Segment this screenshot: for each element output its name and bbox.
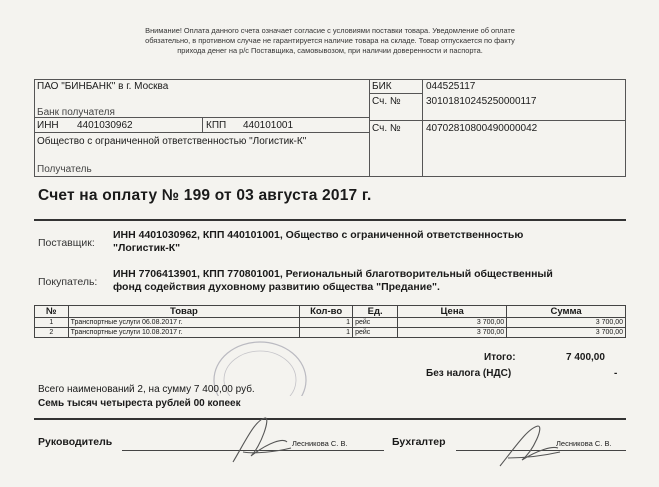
notice-line-2: обязательно, в противном случае не гарантируется наличие товара на складе. Товар отпускается по факту	[145, 36, 515, 45]
row-number: 2	[35, 328, 69, 338]
vat-label: Без налога (НДС)	[426, 368, 512, 379]
row-unit: рейс	[353, 328, 398, 338]
row-number: 1	[35, 318, 69, 328]
col-sum: Сумма	[507, 306, 626, 318]
col-item: Товар	[68, 306, 300, 318]
supplier-details	[113, 229, 523, 255]
kpp-label: КПП	[206, 120, 227, 131]
corr-account-label: Сч. №	[372, 96, 401, 107]
bik-label: БИК	[372, 81, 392, 92]
account-label: Сч. №	[372, 123, 401, 134]
buyer-details	[113, 268, 553, 294]
total-label: Итого:	[484, 352, 516, 363]
row-sum: 3 700,00	[507, 318, 626, 328]
supplier-line-1: ИНН 4401030962, КПП 440101001, Общество с ограниченной ответственностью	[113, 229, 524, 241]
vat-value: -	[614, 368, 618, 379]
head-label: Руководитель	[38, 436, 113, 448]
supplier-label: Поставщик:	[38, 237, 95, 249]
summary-line-1: Всего наименований 2, на сумму 7 400,00 руб.	[38, 384, 255, 395]
inn-value: 4401030962	[77, 120, 133, 131]
recipient-bank-label: Банк получателя	[37, 107, 115, 118]
row-unit: рейс	[353, 318, 398, 328]
table-row	[35, 318, 626, 328]
bank-details-table	[34, 79, 626, 177]
invoice-title: Счет на оплату № 199 от 03 августа 2017 г.	[38, 187, 372, 204]
corr-account-value: 30101810245250000117	[426, 96, 537, 107]
items-table	[34, 305, 626, 338]
title-rule	[34, 219, 626, 221]
inn-label: ИНН	[37, 120, 59, 131]
table-row	[35, 328, 626, 338]
kpp-value: 440101001	[243, 120, 294, 131]
row-sum: 3 700,00	[507, 328, 626, 338]
bank-name: ПАО "БИНБАНК" в г. Москва	[37, 81, 169, 92]
head-name: Лесникова С. В.	[292, 439, 348, 448]
bik-value: 044525117	[426, 81, 476, 92]
total-value: 7 400,00	[566, 352, 605, 363]
notice-line-1: Внимание! Оплата данного счета означает согласие с условиями поставки товара. Уведомление об оплате	[145, 26, 515, 35]
supplier-line-2: "Логистик-К"	[113, 242, 181, 254]
accountant-signature	[494, 418, 564, 472]
col-qty: Кол-во	[300, 306, 353, 318]
buyer-line-2: фонд содействия духовному развитию общества "Предание".	[113, 281, 440, 293]
row-price: 3 700,00	[398, 328, 507, 338]
row-item: Транспортные услуги 10.08.2017 г.	[68, 328, 300, 338]
notice-line-3: прихода денег на р/с Поставщика, самовывозом, при наличии доверенности и паспорта.	[177, 46, 483, 55]
summary-amount-words: Семь тысяч четыреста рублей 00 копеек	[38, 398, 241, 409]
row-price: 3 700,00	[398, 318, 507, 328]
head-signature	[225, 412, 295, 468]
row-qty: 1	[300, 328, 353, 338]
recipient-label: Получатель	[37, 164, 92, 175]
table-header-row	[35, 306, 626, 318]
row-item: Транспортные услуги 06.08.2017 г.	[68, 318, 300, 328]
col-number: №	[35, 306, 69, 318]
buyer-label: Покупатель:	[38, 276, 98, 288]
accountant-label: Бухгалтер	[392, 436, 446, 448]
col-price: Цена	[398, 306, 507, 318]
account-value: 40702810800490000042	[426, 123, 538, 134]
col-unit: Ед.	[353, 306, 398, 318]
recipient-org: Общество с ограниченной ответственностью "Логистик-К"	[37, 136, 307, 147]
buyer-line-1: ИНН 7706413901, КПП 770801001, Региональный благотворительный общественный	[113, 268, 553, 280]
payment-notice	[60, 26, 600, 56]
row-qty: 1	[300, 318, 353, 328]
accountant-name: Лесникова С. В.	[556, 439, 612, 448]
